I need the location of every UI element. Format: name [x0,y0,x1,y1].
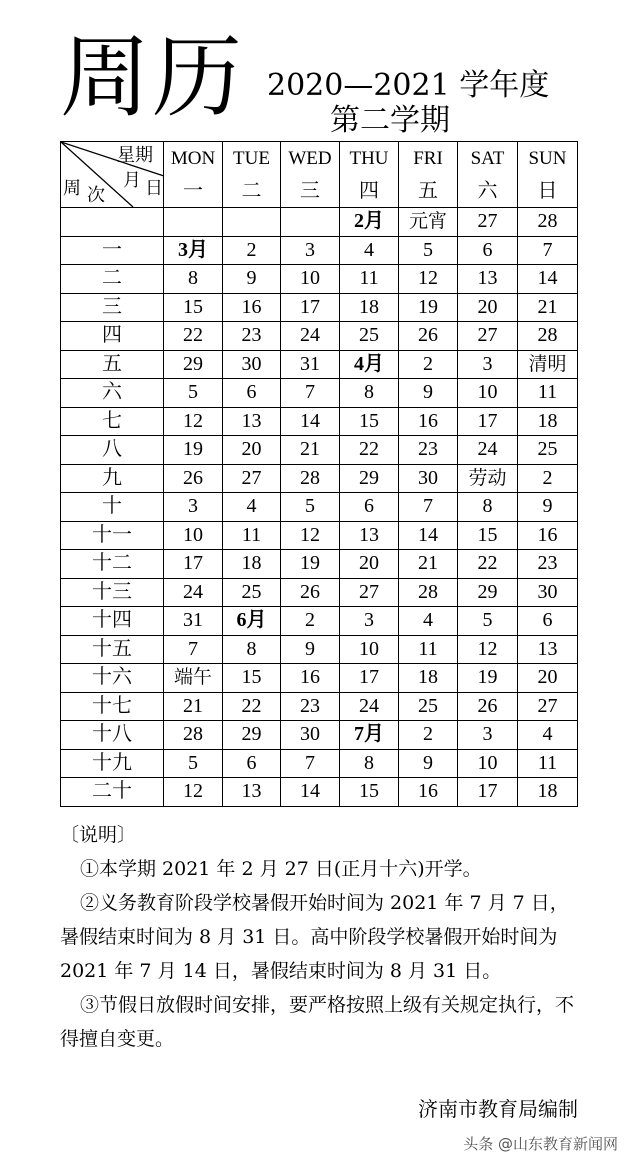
day-cell: 27 [518,692,578,721]
day-cell: 5 [164,749,223,778]
notes-heading: 〔说明〕 [60,824,137,846]
day-cell: 27 [458,322,518,351]
note-1: ①本学期 2021 年 2 月 27 日(正月十六)开学。 [80,858,482,880]
day-cell: 15 [340,778,399,807]
week-number: 十六 [61,664,164,693]
week-row [61,208,578,237]
day-cell: 9 [223,265,281,294]
week-row [61,293,578,322]
week-row [61,379,578,408]
corner-label-yue: 月 [123,170,141,190]
day-cell: 5 [164,379,223,408]
day-cell: 30 [223,350,281,379]
day-cell: 10 [458,379,518,408]
day-cell: 14 [399,521,458,550]
day-cell: 25 [399,692,458,721]
week-row [61,578,578,607]
day-cell: 30 [399,464,458,493]
day-cell: 22 [340,436,399,465]
week-number: 十九 [61,749,164,778]
day-cell: 18 [518,778,578,807]
day-cell: 18 [340,293,399,322]
day-cell: 29 [164,350,223,379]
day-cell: 10 [281,265,340,294]
day-header-sat: SAT 六 [458,142,518,208]
day-cell: 24 [164,578,223,607]
week-number: 十八 [61,721,164,750]
day-cell: 7 [399,493,458,522]
day-cell: 2 [399,350,458,379]
week-number: 六 [61,379,164,408]
day-cell: 15 [340,407,399,436]
day-cell: 17 [458,778,518,807]
corner-cell [61,142,164,208]
calendar-body [61,208,578,807]
day-cell: 15 [164,293,223,322]
weekly-calendar-table [60,141,578,807]
day-cell: 20 [223,436,281,465]
day-cell: 24 [458,436,518,465]
day-cell: 4 [223,493,281,522]
day-cell: 13 [458,265,518,294]
day-cell: 13 [223,407,281,436]
week-number: 二十 [61,778,164,807]
day-cell: 7 [281,379,340,408]
day-cell: 2 [281,607,340,636]
day-cell: 21 [281,436,340,465]
day-cell: 27 [340,578,399,607]
day-cell: 28 [399,578,458,607]
week-row [61,436,578,465]
day-cell: 8 [340,379,399,408]
week-number: 四 [61,322,164,351]
day-cell: 21 [164,692,223,721]
day-cell: 19 [399,293,458,322]
day-cell: 6 [223,379,281,408]
day-cell: 8 [223,635,281,664]
day-cell: 25 [518,436,578,465]
day-header-fri: FRI 五 [399,142,458,208]
week-row [61,407,578,436]
day-cell: 13 [518,635,578,664]
day-cell: 11 [518,749,578,778]
day-cell: 26 [399,322,458,351]
day-header-tue: TUE 二 [223,142,281,208]
day-cell: 7 [281,749,340,778]
day-cell: 15 [458,521,518,550]
day-cell: 7 [164,635,223,664]
day-cell: 18 [518,407,578,436]
week-number: 十三 [61,578,164,607]
day-cell: 20 [518,664,578,693]
day-cell: 16 [223,293,281,322]
day-cell: 31 [164,607,223,636]
day-cell: 13 [340,521,399,550]
day-cell: 4 [399,607,458,636]
day-header-thu: THU 四 [340,142,399,208]
day-cell: 15 [223,664,281,693]
week-row [61,635,578,664]
week-number: 二 [61,265,164,294]
corner-label-ci: 次 [87,185,105,205]
school-year: 2020—2021 学年度 [267,68,550,103]
day-cell: 12 [458,635,518,664]
week-number: 十四 [61,607,164,636]
day-cell: 25 [340,322,399,351]
week-number: 十一 [61,521,164,550]
day-cell: 20 [340,550,399,579]
day-cell: 27 [223,464,281,493]
day-cell: 30 [281,721,340,750]
day-cell: 10 [458,749,518,778]
corner-label-ri: 日 [145,178,163,198]
week-number: 三 [61,293,164,322]
week-number: 一 [61,236,164,265]
week-row [61,778,578,807]
day-cell: 16 [281,664,340,693]
day-cell: 5 [458,607,518,636]
day-cell: 9 [281,635,340,664]
day-cell: 17 [164,550,223,579]
watermark: 头条 @山东教育新闻网 [463,1135,618,1153]
day-cell: 3 [340,607,399,636]
day-cell: 6 [518,607,578,636]
day-cell: 4 [340,236,399,265]
day-cell: 30 [518,578,578,607]
day-cell: 3 [458,350,518,379]
day-cell: 17 [458,407,518,436]
week-row [61,607,578,636]
day-cell: 17 [281,293,340,322]
day-cell: 31 [281,350,340,379]
day-cell: 10 [164,521,223,550]
day-cell: 2 [223,236,281,265]
note-2: ②义务教育阶段学校暑假开始时间为 2021 年 7 月 7 日，暑假结束时间为 8 月 31 日。高中阶段学校暑假开始时间为 2021 年 7 月 14 日，暑假结束时间为 8 月 31 日。 [60,892,569,982]
day-cell: 清明 [518,350,578,379]
day-cell: 25 [223,578,281,607]
week-row [61,236,578,265]
day-cell: 13 [223,778,281,807]
day-cell: 28 [518,208,578,237]
day-cell: 28 [164,721,223,750]
header-row [61,142,578,208]
issuer-signature: 济南市教育局编制 [418,1097,578,1121]
day-cell: 23 [223,322,281,351]
day-cell: 24 [340,692,399,721]
day-cell: 2月 [340,208,399,237]
day-header-mon: MON 一 [164,142,223,208]
day-cell: 12 [164,778,223,807]
corner-label-zhou: 周 [63,178,81,198]
day-cell: 29 [223,721,281,750]
day-cell: 16 [518,521,578,550]
note-3: ③节假日放假时间安排，要严格按照上级有关规定执行，不得擅自变更。 [60,994,575,1050]
day-cell: 端午 [164,664,223,693]
week-number: 十七 [61,692,164,721]
day-cell: 27 [458,208,518,237]
day-cell: 22 [458,550,518,579]
day-cell: 10 [340,635,399,664]
week-number: 十五 [61,635,164,664]
day-cell: 21 [399,550,458,579]
day-cell: 12 [399,265,458,294]
day-cell: 21 [518,293,578,322]
day-cell: 5 [281,493,340,522]
day-cell: 11 [223,521,281,550]
day-cell: 19 [164,436,223,465]
day-cell: 6月 [223,607,281,636]
week-row [61,322,578,351]
week-number: 八 [61,436,164,465]
day-cell: 3 [164,493,223,522]
day-cell: 8 [458,493,518,522]
day-cell: 9 [399,379,458,408]
day-cell: 14 [518,265,578,294]
day-cell: 26 [281,578,340,607]
day-cell: 3月 [164,236,223,265]
day-cell: 28 [518,322,578,351]
week-number: 九 [61,464,164,493]
day-cell: 5 [399,236,458,265]
day-cell: 11 [340,265,399,294]
day-cell: 2 [399,721,458,750]
day-cell: 29 [458,578,518,607]
week-row [61,550,578,579]
day-cell: 2 [518,464,578,493]
day-cell: 14 [281,778,340,807]
day-cell: 4 [518,721,578,750]
week-number: 七 [61,407,164,436]
week-row [61,493,578,522]
day-header-wed: WED 三 [281,142,340,208]
day-cell: 11 [518,379,578,408]
day-cell: 29 [340,464,399,493]
day-cell: 3 [281,236,340,265]
day-cell: 8 [340,749,399,778]
week-number: 十二 [61,550,164,579]
day-cell: 23 [518,550,578,579]
week-row [61,350,578,379]
week-row [61,521,578,550]
day-cell: 4月 [340,350,399,379]
day-cell: 9 [518,493,578,522]
week-row [61,464,578,493]
day-cell: 6 [340,493,399,522]
day-cell: 7 [518,236,578,265]
day-cell: 16 [399,778,458,807]
day-cell: 8 [164,265,223,294]
day-cell: 7月 [340,721,399,750]
day-cell [281,208,340,237]
day-cell: 3 [458,721,518,750]
day-cell [164,208,223,237]
day-cell: 11 [399,635,458,664]
day-cell: 19 [458,664,518,693]
corner-label-xingqi: 星期 [117,145,153,165]
day-cell: 6 [223,749,281,778]
day-cell: 26 [164,464,223,493]
day-cell: 元宵 [399,208,458,237]
day-cell: 22 [164,322,223,351]
day-cell: 24 [281,322,340,351]
week-number: 十 [61,493,164,522]
notes-section [60,818,580,1056]
day-cell: 23 [281,692,340,721]
day-cell: 14 [281,407,340,436]
day-cell: 28 [281,464,340,493]
week-row [61,721,578,750]
week-number: 五 [61,350,164,379]
day-cell: 劳动 [458,464,518,493]
week-row [61,664,578,693]
day-cell: 18 [399,664,458,693]
day-header-sun: SUN 日 [518,142,578,208]
day-cell: 9 [399,749,458,778]
page-title: 周历 [60,25,244,130]
day-cell: 18 [223,550,281,579]
day-cell: 23 [399,436,458,465]
day-cell: 12 [281,521,340,550]
week-row [61,692,578,721]
day-cell: 22 [223,692,281,721]
day-cell: 16 [399,407,458,436]
week-row [61,749,578,778]
day-cell: 19 [281,550,340,579]
day-cell: 12 [164,407,223,436]
day-cell: 17 [340,664,399,693]
day-cell: 20 [458,293,518,322]
day-cell: 26 [458,692,518,721]
week-number [61,208,164,237]
day-cell: 6 [458,236,518,265]
semester: 第二学期 [330,103,450,138]
day-cell [223,208,281,237]
week-row [61,265,578,294]
